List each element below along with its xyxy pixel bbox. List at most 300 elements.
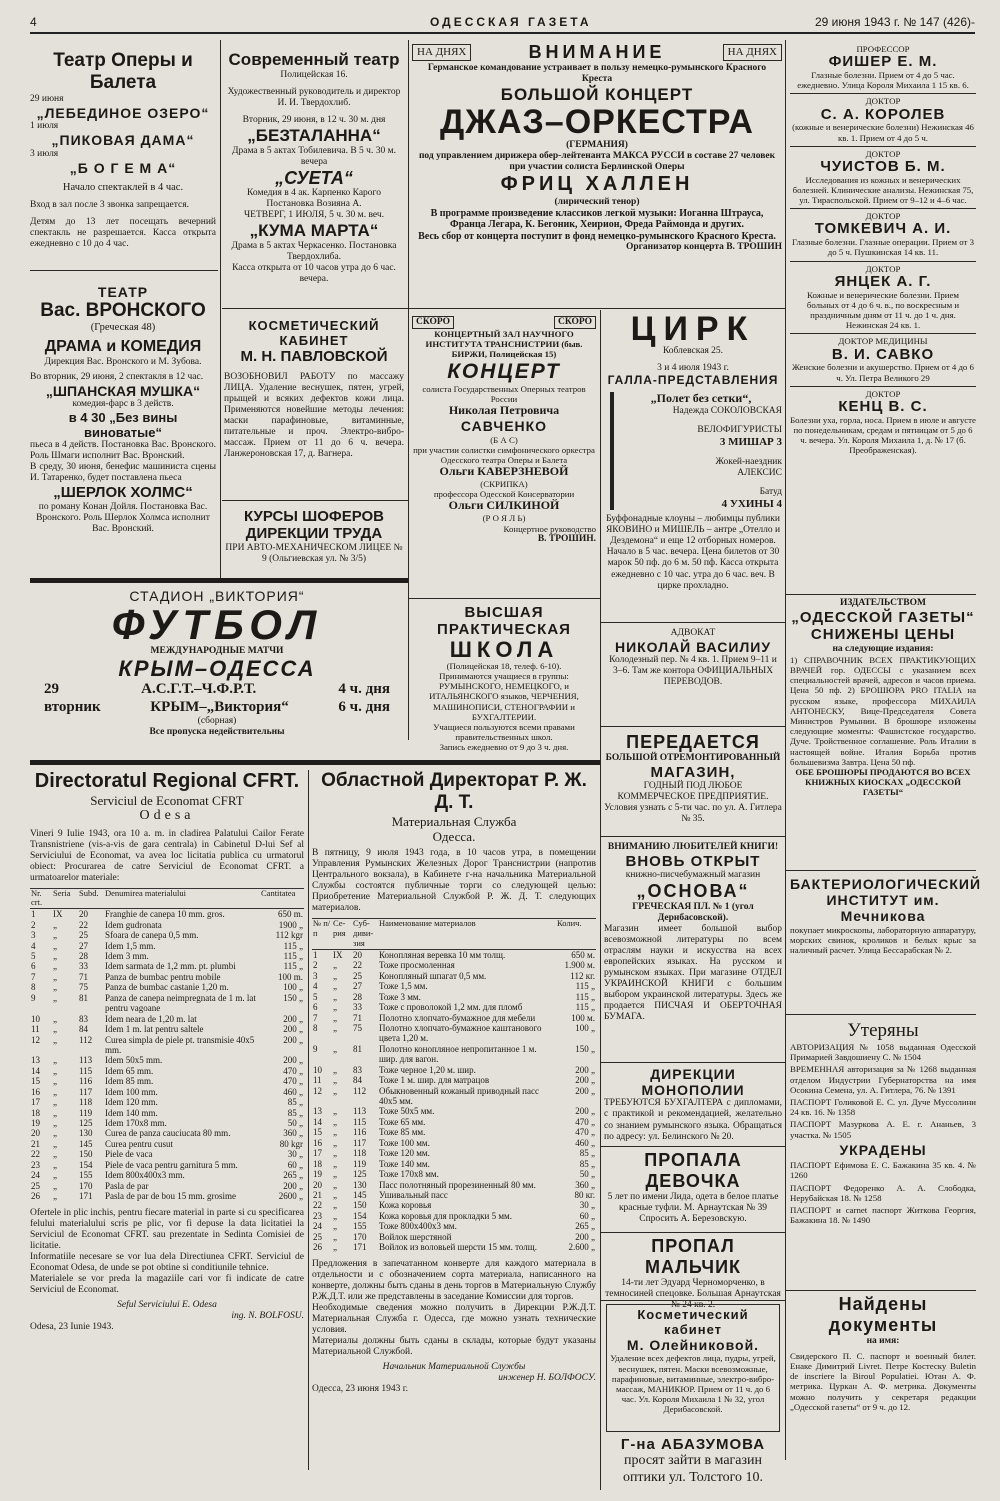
savchenko-concert-ad <box>412 316 596 598</box>
heading: КАБИНЕТ <box>279 333 349 349</box>
table-cell: 170 <box>353 1231 367 1242</box>
table-row <box>30 1191 304 1201</box>
address: ПРИ АВТО-МЕХАНИЧЕСКОМ ЛИЦЕЕ № 9 (Ольгиевская ул. № 3/5) <box>225 542 403 564</box>
column-header: Cantitatea <box>260 888 304 909</box>
match-teams: А.С.Г.Т.–Ч.Ф.Р.Т. <box>141 681 257 698</box>
rzdt-tender-notice <box>312 770 596 1492</box>
table-row <box>30 941 304 951</box>
table-cell: 150 <box>353 1200 367 1211</box>
table-cell: 4 <box>31 940 36 951</box>
heading: Найдены документы <box>828 1294 938 1335</box>
table-cell: „ <box>53 1097 57 1108</box>
table-cell: 115 „ <box>575 981 595 992</box>
direction: Художественный руководитель и директор И. И. Твердохлиб. <box>227 86 401 108</box>
table-row <box>312 960 596 970</box>
vronsky-theatre-ad <box>30 284 216 576</box>
address: ГРЕЧЕСКАЯ ПЛ. № 1 (угол Дерибасовской). <box>632 902 754 924</box>
table-row <box>30 1128 304 1138</box>
circus-ad <box>604 312 782 622</box>
description: пьеса в 4 действ. Постановка Вас. Вронского. Роль Шмаги исполнит Вас. Вронский. <box>30 440 216 462</box>
table-cell: Войлок шерстяной <box>379 1231 452 1242</box>
table-cell: 5 <box>31 951 36 962</box>
table-cell: Полотно конопляное непропитанное 1 м. шир. для вагон. <box>379 1043 537 1065</box>
table-row <box>312 1013 596 1023</box>
table-cell: Curea de panza cauciucata 80 mm. <box>105 1128 231 1139</box>
description: профессора Одесской Консерватории <box>433 489 575 500</box>
doctor-name: ЯНЦЕК А. Г. <box>834 272 932 290</box>
table-cell: 21 <box>313 1189 322 1200</box>
table-row <box>30 930 304 940</box>
column-header: Seria <box>52 888 78 909</box>
notice: Детям до 13 лет посещать вечерний спектакль не разрешается. Касса открыта ежедневно с 10 до 4 час. <box>30 217 216 250</box>
bookstore-ad <box>604 842 782 1058</box>
heading: КУРСЫ ШОФЕРОВ <box>243 508 385 525</box>
heading: ПРАКТИЧЕСКАЯ <box>437 621 571 639</box>
table-cell: 33 <box>79 961 88 972</box>
table-row <box>30 1118 304 1128</box>
table-cell: 16 <box>313 1137 322 1148</box>
table-row <box>312 1002 596 1012</box>
table-cell: „ <box>333 991 337 1002</box>
table-cell: 2.600 „ <box>568 1242 595 1253</box>
table-cell: 112 kgr <box>275 930 303 941</box>
heading: КОСМЕТИЧЕСКИЙ <box>248 318 380 333</box>
missing-boy-ad <box>604 1236 782 1310</box>
signature: Начальник Материальной Службы <box>382 1361 526 1372</box>
table-cell: 650 м. <box>571 949 595 960</box>
table-cell: 119 <box>353 1158 367 1169</box>
doctor-listing <box>790 386 976 456</box>
table-cell: 100 м. <box>571 1012 595 1023</box>
table-row <box>30 1149 304 1159</box>
table-row <box>30 1055 304 1065</box>
voice: (Б А С) <box>490 434 518 445</box>
management: Концертное руководство <box>503 523 596 534</box>
table-row <box>30 961 304 971</box>
doctor-details: Исследования из кожных и венерических болезней. Клинические анализы. Нежинская 75, ул. Тираспольской. Прием от 9–12 и 4–6 час. <box>792 174 974 206</box>
stolen-item: ПАСПОРТ Ефимова Е. С. Бажакина 35 кв. 4. № 1260 <box>790 1160 976 1181</box>
table-cell: „ <box>333 1127 337 1138</box>
note: Учащиеся пользуются всеми правами правительственных школ. <box>433 722 575 743</box>
table-cell: 50 „ <box>287 1118 303 1129</box>
store-name: „ОСНОВА“ <box>636 881 750 902</box>
table-cell: „ <box>53 940 57 951</box>
doctor-details: Болезни уха, горла, носа. Прием в июле и августе по понедельникам, средам и пятницам от 5 до 6 ч. вечера. Ул. Короля Михаила 1, д. № 17 (б. Преображенская). <box>790 414 976 456</box>
stadium-name: СТАДИОН „ВИКТОРИЯ“ <box>129 588 305 604</box>
table-cell: 84 <box>353 1075 362 1086</box>
table-cell: 265 „ <box>283 1170 303 1181</box>
table-cell: 119 <box>79 1107 93 1118</box>
table-cell: 27 <box>79 940 88 951</box>
table-header-row <box>312 919 596 950</box>
table-cell: Конопляная веревка 10 мм толщ. <box>379 949 506 960</box>
doctor-name: КЕНЦ В. С. <box>838 397 928 415</box>
table-cell: „ <box>333 1022 337 1033</box>
heading: ПРОПАЛА ДЕВОЧКА <box>644 1150 742 1191</box>
heading: БОЛЬШОЙ ОТРЕМОНТИРОВАННЫЙ <box>605 752 781 763</box>
heading: Directoratul Regional CFRT. <box>34 770 300 792</box>
column-header: Се- рия <box>332 919 352 950</box>
doctor-listing <box>790 261 976 331</box>
schedule: Вторник, 29 июня, в 12 ч. 30 м. дня <box>242 114 386 125</box>
table-cell: „ <box>333 1012 337 1023</box>
table-cell: 470 „ <box>575 1116 595 1127</box>
description: ВОЗОБНОВИЛ РАБОТУ по массажу ЛИЦА. Удаление веснушек, пятен, угрей, прыщей и всяких дефектов кожи лица. Применяются новейшие методы лечения: маски парафиновые, витаминные, питательные и проч. Электро-вибро-массаж. Прием от 11 до 6 ч. вечера. Ланжероновская 17, д. Вагнера. <box>224 371 404 459</box>
program: В программе произведение классиков легкой музыки: Иоганна Штрауса, Франца Легара, К. Бегоник, Хеирион, Фреда Раймонда и других. <box>430 207 764 231</box>
doctor-listing <box>790 93 976 142</box>
table-cell: Curea simpla de piele pt. transmisie 40x5 mm. <box>105 1034 255 1055</box>
description: В среду, 30 июня, бенефис машиниста сцены И. Татаренко, будет поставлена пьеса <box>30 462 216 484</box>
table-cell: Idem 1 m. lat pentru saltele <box>105 1024 204 1035</box>
description: Комедия в 4 ак. Карпенко Карого Постановка Возияна А. <box>247 188 381 210</box>
doctor-listing <box>790 208 976 257</box>
table-cell: Тоже просмоленная <box>379 960 455 971</box>
table-cell: 8 <box>313 1022 318 1033</box>
description: Принимаются учащиеся в группы: РУМЫНСКОГО, НЕМЕЦКОГО, и ИТАЛЬЯНСКОГО языков, ЧЕРЧЕНИЯ, МАШИНОПИСИ, СТЕНОГРАФИИ и БУХГАЛТЕРИИ. <box>429 670 579 722</box>
table-cell: 115 „ <box>575 991 595 1002</box>
subheading: Serviciul de Economat CFRT <box>90 793 244 809</box>
table-cell: 26 <box>31 1191 40 1202</box>
table-cell: „ <box>333 1179 337 1190</box>
table-cell: 85 „ <box>579 1148 595 1159</box>
label: НА ДНЯХ <box>412 44 471 61</box>
table-cell: „ <box>53 1159 57 1170</box>
table-cell: „ <box>333 1242 337 1253</box>
table-cell: 60 „ <box>579 1210 595 1221</box>
description: солиста Государственных Оперных театров России <box>422 383 586 405</box>
table-cell: 22 <box>79 919 88 930</box>
performer-first-name: Николая Петровича <box>448 403 560 418</box>
lost-documents <box>790 1020 976 1290</box>
event-title: БОЛЬШОЙ КОНЦЕРТ <box>500 84 694 104</box>
teams: КРЫМ–ОДЕССА <box>118 656 316 682</box>
table-cell: 30 „ <box>287 1149 303 1160</box>
time: в 4 30 <box>68 410 106 426</box>
abazumov-notice <box>604 1436 782 1494</box>
table-cell: 13 <box>31 1055 40 1066</box>
table-cell: 18 <box>313 1158 322 1169</box>
table-cell: 24 <box>31 1170 40 1181</box>
table-cell: 171 <box>79 1191 93 1202</box>
subheading: на следующие издания: <box>832 643 934 654</box>
table-row <box>312 1211 596 1221</box>
table-cell: Idem 800x400x3 mm. <box>105 1170 185 1181</box>
publications-ad <box>790 598 976 848</box>
table-cell: 155 <box>353 1221 367 1232</box>
table-cell: 115 „ <box>283 940 303 951</box>
table-cell: 1900 „ <box>278 919 303 930</box>
practical-school-ad <box>412 604 596 754</box>
table-cell: 116 <box>353 1127 367 1138</box>
date: 29 июня <box>30 94 64 105</box>
description: Удаление всех дефектов лица, пудры, угрей, веснушек, пятен. Маски всевозможные, парафиновые, витаминные, электро-вибро-массаж, МАНИКЮР. Прием от 11 ч. до 6 час. Ул. Короля Михаила 1 № 32, угол Дерибасовской. <box>610 1353 776 1415</box>
description: по роману Конан Дойля. Постановка Вас. Вронского. Роль Шерлок Холмса исполнит Вас. Вронский. <box>36 501 210 534</box>
found-documents <box>790 1294 976 1490</box>
table-cell: „ <box>53 982 57 993</box>
conditions: Материалы должны быть сданы в склады, которые будут указаны Материальной Службой. <box>312 1335 596 1357</box>
stolen-item: ПАСПОРТ Федоренко А. А. Слободка, Нерубайская 18. № 1258 <box>790 1182 976 1203</box>
table-cell: 83 <box>353 1064 362 1075</box>
intro: В пятницу, 9 июля 1943 года, в 10 часов утра, в помещении Управления Румынских Железных Дорог Транснистрии (напротив Центрального вокзала), в Кабинете г-на начальника Материальной Службы состоятся публичные торги со следующей целью: Приобретение Материальной Службой Р. Ж. Д. Т. следующих материалов. <box>312 848 596 914</box>
table-cell: 3 <box>313 970 318 981</box>
table-row <box>312 1180 596 1190</box>
table-cell: 130 <box>79 1128 93 1139</box>
table-row <box>312 1242 596 1252</box>
table-row <box>312 1086 596 1107</box>
theatre-name: Современный театр <box>228 50 400 69</box>
heading: ПРОПАЛ МАЛЬЧИК <box>645 1236 741 1277</box>
table-cell: Тоже 800x400x3 мм. <box>379 1221 457 1232</box>
table-cell: 9 <box>313 1043 318 1054</box>
table-row <box>30 1160 304 1170</box>
table-cell: 115 <box>353 1116 367 1127</box>
doctor-name: С. А. КОРОЛЕВ <box>820 105 946 123</box>
table-cell: 25 <box>79 930 88 941</box>
table-cell: „ <box>333 981 337 992</box>
table-cell: 81 <box>79 992 88 1003</box>
doctor-title: ДОКТОР <box>865 96 901 107</box>
table-cell: 28 <box>353 991 362 1002</box>
description: просят зайти в магазин оптики ул. Толстого 10. <box>622 1453 764 1485</box>
table-cell: Тоже с проволокой 1,2 мм. для пломб <box>379 1002 523 1013</box>
act-name: Батуд <box>759 486 782 497</box>
table-cell: 150 <box>79 1149 93 1160</box>
table-cell: 23 <box>31 1159 40 1170</box>
table-cell: „ <box>53 1180 57 1191</box>
table-row <box>312 1044 596 1065</box>
performer-name: Ольги СИЛКИНОЙ <box>448 498 560 513</box>
performer: АЛЕКСИС <box>737 467 782 478</box>
table-cell: Idem 3 mm. <box>105 951 149 962</box>
table-cell: „ <box>53 930 57 941</box>
heading: УКРАДЕНЫ <box>839 1141 927 1158</box>
doctor-details: Кожные и венерические болезни. Прием больных от 4 до 6 ч. в., по воскресным и праздничным дням от 11 ч. до 1 ч. дня. Нежинская 24 кв. 1. <box>806 289 960 331</box>
doctor-listing <box>790 146 976 206</box>
table-cell: 154 <box>353 1210 367 1221</box>
table-cell: 16 <box>31 1086 40 1097</box>
table-cell: 15 <box>313 1127 322 1138</box>
organizer: Организатор концерта В. ТРОШИН <box>625 242 782 253</box>
box-office: Касса открыта от 10 часов утра до 6 час. вечера. <box>232 263 396 285</box>
table-cell: 200 „ <box>283 1034 303 1045</box>
conditions: Materialele se vor preda la magaziile cari vor fi indicate de catre Serviciul de Economat. <box>30 1273 304 1295</box>
doctor-details: Глазные болезни. Прием от 4 до 5 час. ежедневно. Улица Короля Михаила 1 15 кв. 6. <box>797 69 969 91</box>
table-cell: 112 <box>353 1085 367 1096</box>
heading: ВНИМАНИЮ ЛЮБИТЕЛЕЙ КНИГИ! <box>607 842 779 852</box>
label: СКОРО <box>554 316 596 329</box>
table-row <box>312 1159 596 1169</box>
match-time: 6 ч. дня <box>338 698 390 715</box>
table-cell: 6 <box>31 961 36 972</box>
table-cell: „ <box>333 1064 337 1075</box>
table-row <box>30 972 304 982</box>
doctor-details: Глазные болезни. Глазные операции. Прием от 3 до 5 ч. Пушкинская 14 кв. 11. <box>792 237 974 258</box>
management: В. ТРОШИН. <box>537 533 596 544</box>
table-cell: „ <box>53 1170 57 1181</box>
column-header: Denumirea materialului <box>104 888 260 909</box>
table-cell: Panza de bumbac castanie 1,20 m. <box>105 982 229 993</box>
table-cell: 100 „ <box>283 982 303 993</box>
play-title: „СУЕТА“ <box>275 167 353 188</box>
table-row <box>30 909 304 920</box>
table-cell: 115 „ <box>283 961 303 972</box>
table-cell: 360 „ <box>283 1128 303 1139</box>
table-cell: „ <box>53 1149 57 1160</box>
table-cell: 9 <box>31 992 36 1003</box>
table-cell: 17 <box>31 1097 40 1108</box>
bacteriological-institute-ad <box>790 876 982 986</box>
table-cell: 200 „ <box>283 1013 303 1024</box>
table-row <box>30 920 304 930</box>
table-cell: IX <box>333 949 343 960</box>
table-cell: „ <box>53 992 57 1003</box>
start-time: Начало спектаклей в 4 час. <box>62 181 184 193</box>
table-cell: 22 <box>313 1200 322 1211</box>
table-cell: 19 <box>313 1169 322 1180</box>
table-row <box>312 1065 596 1075</box>
football-title: ФУТБОЛ <box>111 601 323 649</box>
table-cell: 20 <box>313 1179 322 1190</box>
table-row <box>312 1221 596 1231</box>
table-cell: 17 <box>313 1148 322 1159</box>
table-cell: Тоже 3 мм. <box>379 991 421 1002</box>
table-cell: Конопляный шпагат 0,5 мм. <box>379 970 487 981</box>
table-cell: 25 <box>313 1231 322 1242</box>
table-cell: 115 <box>79 1065 93 1076</box>
lost-item: ПАСПОРТ Мазуркова А. Е. г. Ананьев, 3 участка. № 1505 <box>790 1119 976 1140</box>
doctor-name: ФИШЕР Е. М. <box>828 53 938 71</box>
table-row <box>312 1169 596 1179</box>
table-row <box>312 1106 596 1116</box>
table-cell: 60 „ <box>287 1159 303 1170</box>
table-cell: 145 <box>79 1138 93 1149</box>
table-cell: Тоже 140 мм. <box>379 1158 430 1169</box>
table-cell: „ <box>333 1221 337 1232</box>
table-cell: Idem 85 mm. <box>105 1076 154 1087</box>
table-cell: 113 <box>353 1106 367 1117</box>
table-cell: 33 <box>353 1002 362 1013</box>
description: Драма в 5 актах Тобилевича. В 5 ч. 30 м. вечера <box>232 145 396 167</box>
table-cell: 10 <box>31 1013 40 1024</box>
table-row <box>30 1076 304 1086</box>
play-title: „БЕЗТАЛАННА“ <box>247 125 381 145</box>
dates: 3 и 4 июля 1943 г. <box>657 363 729 374</box>
note: Весь сбор от концерта поступит в фонд немецко-румынского Красного Креста. <box>418 230 776 242</box>
table-cell: 15 <box>31 1076 40 1087</box>
table-cell: 112 <box>79 1034 93 1045</box>
table-cell: 18 <box>31 1107 40 1118</box>
note: Запись ежедневно от 9 до 3 ч. дня. <box>439 742 569 753</box>
table-cell: 25 <box>31 1180 40 1191</box>
table-cell: 85 „ <box>287 1097 303 1108</box>
page-number: 4 <box>30 15 37 29</box>
table-cell: Idem 100 mm. <box>105 1086 158 1097</box>
owner-name: М. Олейниковой. <box>626 1337 760 1354</box>
table-cell: 80 kgr <box>279 1138 303 1149</box>
country: (ГЕРМАНИЯ) <box>566 140 628 151</box>
table-cell: 150 „ <box>575 1043 595 1054</box>
table-row <box>312 1138 596 1148</box>
table-cell: 80 кг. <box>574 1189 595 1200</box>
heading: Косметический кабинет <box>637 1307 749 1338</box>
doctor-name: ТОМКЕВИЧ А. И. <box>814 220 952 238</box>
table-cell: „ <box>333 1002 337 1013</box>
newspaper-title: ОДЕССКАЯ ГАЗЕТА <box>430 15 592 29</box>
table-cell: 85 „ <box>579 1158 595 1169</box>
doctor-details: Женские болезни и акушерство. Прием от 4 до 6 ч. Ул. Петра Великого 29 <box>792 362 974 383</box>
subtitle: МЕЖДУНАРОДНЫЕ МАТЧИ <box>150 646 284 657</box>
table-cell: 460 „ <box>575 1137 595 1148</box>
note: (сборная) <box>197 716 237 727</box>
table-cell: Idem 120 mm. <box>105 1097 158 1108</box>
subheading: Материальная Служба <box>391 814 517 830</box>
cfrt-tender-notice <box>30 770 304 1492</box>
schedule: ЧЕТВЕРГ, 1 ИЮЛЯ, 5 ч. 30 м. веч. <box>243 210 385 221</box>
notice: Вход в зал после 3 звонка запрещается. <box>30 199 189 210</box>
table-cell: Idem sarmata de 1,2 mm. pt. plumbi <box>105 961 236 972</box>
cfrt-materials-table <box>30 888 304 1202</box>
table-cell: „ <box>333 1116 337 1127</box>
play-title: „ШЕРЛОК ХОЛМС“ <box>53 484 193 502</box>
table-row <box>30 982 304 992</box>
table-cell: Panza de bumbac pentru mobile <box>105 971 221 982</box>
event-title: КОНЦЕРТ <box>447 359 561 383</box>
table-cell: 12 <box>313 1085 322 1096</box>
signature: инженер Н. БОЛФОСУ. <box>498 1372 596 1383</box>
doctor-listing <box>790 333 976 382</box>
instrument: (СКРИПКА) <box>480 479 528 490</box>
city: Одесса. <box>432 829 476 845</box>
play-title: „КУМА МАРТА“ <box>249 221 379 241</box>
table-cell: „ <box>53 1086 57 1097</box>
description: Буффонадные клоуны – любимцы публики ЯКОВИНО и МИШЕЛЬ – антре „Отелло и Дездемона“ и еще 12 отборных номеров. Начало в 5 час. вечера. Цена билетов от 30 марок 50 пф. до 6 м. 50 пф. Касса открыта ежедневно с 10 час. утра до 6 час. веч. В цирке прохладно. <box>605 514 781 591</box>
table-cell: „ <box>53 919 57 930</box>
table-cell: 4 <box>313 981 318 992</box>
table-cell: 5 <box>313 991 318 1002</box>
heading: ВНИМАНИЕ <box>528 42 666 62</box>
lost-item: ВРЕМЕННАЯ авторизация за № 1268 выданная отделом Индустрии Губернаторства на имя Осокина Семена, ул. А. Гитлера, 76. № 1391 <box>790 1064 976 1095</box>
soloist: ФРИЦ ХАЛЛЕН <box>500 173 694 196</box>
issue-date: 29 июня 1943 г. № 147 (426)- <box>814 15 975 29</box>
table-cell: Кожа коровья для прокладки 5 мм. <box>379 1210 512 1221</box>
table-cell: 83 <box>79 1013 88 1024</box>
table-cell: 360 „ <box>575 1179 595 1190</box>
table-cell: Тоже 50x5 мм. <box>379 1106 435 1117</box>
heading: Г-на АБАЗУМОВА <box>620 1436 766 1453</box>
table-cell: 24 <box>313 1221 322 1232</box>
table-cell: 200 „ <box>283 1024 303 1035</box>
table-cell: 470 „ <box>283 1076 303 1087</box>
table-cell: „ <box>333 1075 337 1086</box>
table-cell: „ <box>333 1169 337 1180</box>
table-cell: 200 „ <box>575 1085 595 1096</box>
table-cell: IX <box>53 909 63 920</box>
lost-item: ПАСПОРТ Голиковой Е. С. ул. Дуче Муссолини 24 кв. 16. № 1358 <box>790 1097 976 1118</box>
table-row <box>312 992 596 1002</box>
description: 14-ти лет Эдуард Черноморченко, в темносиней спецовке. Большая Арнаутская № 24 кв. 2. <box>605 1277 781 1310</box>
rzdt-materials-table <box>312 918 596 1252</box>
table-row <box>30 1170 304 1180</box>
table-cell: Пасс полотняный прорезиненный 80 мм. <box>379 1179 536 1190</box>
table-cell: „ <box>53 1055 57 1066</box>
table-row <box>312 1117 596 1127</box>
table-row <box>30 993 304 1014</box>
table-row <box>312 1127 596 1137</box>
table-cell: „ <box>53 1076 57 1087</box>
table-row <box>30 1024 304 1034</box>
table-cell: 25 <box>353 970 362 981</box>
table-cell: 117 <box>79 1086 93 1097</box>
